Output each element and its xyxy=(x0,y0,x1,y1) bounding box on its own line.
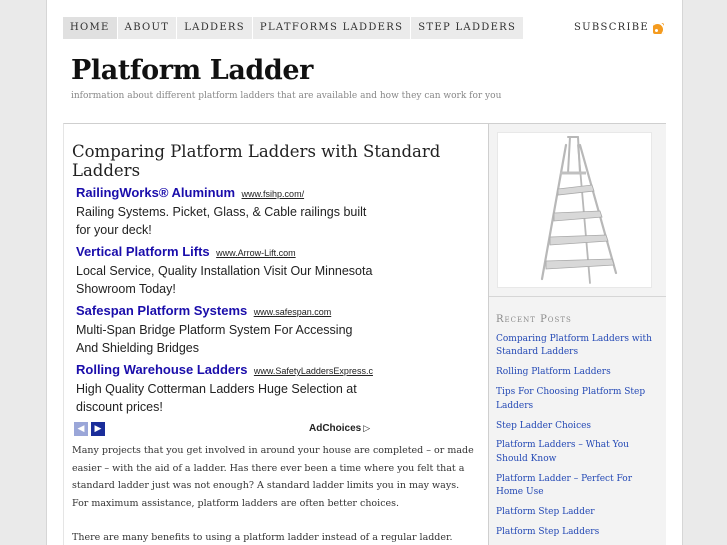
ad-url-link[interactable]: www.fsihp.com/ xyxy=(241,189,305,199)
adchoices-link[interactable] xyxy=(309,423,370,434)
recent-post-link[interactable]: Tips For Choosing Platform Step Ladders xyxy=(496,387,646,411)
ad-title-link[interactable]: Rolling Warehouse Ladders xyxy=(76,362,248,377)
recent-posts-list xyxy=(496,333,661,545)
recent-post-link[interactable]: Platform Ladders – What You Should Know xyxy=(496,440,629,464)
rss-icon[interactable] xyxy=(653,23,664,34)
ad-title-link[interactable]: RailingWorks® Aluminum xyxy=(76,185,236,200)
page-container xyxy=(46,0,683,545)
ladder-image-svg xyxy=(498,133,653,289)
adchoices-icon: ▷ xyxy=(363,423,371,433)
recent-post-link[interactable]: Platform Step Ladders xyxy=(496,526,600,537)
recent-post-link[interactable]: Comparing Platform Ladders with Standard Ladders xyxy=(496,334,652,358)
top-nav xyxy=(63,17,524,39)
sidebar-divider xyxy=(489,296,666,297)
ad-description: Railing Systems. Picket, Glass, & Cable railings built for your deck! xyxy=(76,205,367,237)
post-paragraph: There are many benefits to using a platform ladder instead of a regular ladder. xyxy=(72,532,453,543)
ad-url-link[interactable]: www.SafetyLaddersExpress.c xyxy=(253,366,373,376)
ladder-image xyxy=(497,132,652,288)
recent-post-link[interactable]: Platform Step Ladder xyxy=(496,507,595,518)
recent-post-link[interactable]: Platform Ladder – Perfect For Home Use xyxy=(496,473,633,498)
ad-item xyxy=(76,361,376,416)
ad-item xyxy=(76,243,376,298)
subscribe-label: SUBSCRIBE xyxy=(574,22,649,33)
ad-title-link[interactable]: Vertical Platform Lifts xyxy=(76,244,210,259)
recent-post-link[interactable]: Rolling Platform Ladders xyxy=(496,367,611,378)
ad-description: High Quality Cotterman Ladders Huge Selection at discount prices! xyxy=(76,382,357,414)
post-paragraph: Many projects that you get involved in around your house are completed – or made easier – with the aid of a ladder. Has there ever been a time where you felt that a standard ladder just was not enough? A standard ladder limits you in may ways. For maximum assistance, platform ladders are often better choices. xyxy=(72,445,474,509)
adchoices-label: AdChoices xyxy=(309,423,362,434)
sidebar xyxy=(489,123,666,545)
subscribe-link[interactable] xyxy=(574,17,664,39)
ad-url-link[interactable]: www.safespan.com xyxy=(253,307,332,317)
ad-description: Local Service, Quality Installation Visit Our Minnesota Showroom Today! xyxy=(76,264,373,296)
ad-url-link[interactable]: www.Arrow-Lift.com xyxy=(216,248,296,258)
chevron-right-icon[interactable]: ▶ xyxy=(91,422,105,436)
recent-post-link[interactable]: Step Ladder Choices xyxy=(496,420,592,431)
ad-description: Multi-Span Bridge Platform System For Accessing And Shielding Bridges xyxy=(76,323,353,355)
nav-item-ladders[interactable]: LADDERS xyxy=(177,17,253,39)
recent-posts-heading: Recent Posts xyxy=(496,314,572,325)
post-body xyxy=(72,442,477,545)
ad-block xyxy=(76,184,376,420)
site-title[interactable]: Platform Ladder xyxy=(71,55,313,86)
chevron-left-icon[interactable]: ◀ xyxy=(74,422,88,436)
nav-item-home[interactable]: HOME xyxy=(63,17,118,39)
nav-item-about[interactable]: ABOUT xyxy=(118,17,178,39)
ad-item xyxy=(76,302,376,357)
ad-item xyxy=(76,184,376,239)
site-tagline: information about different platform ladders that are available and how they can work for you xyxy=(71,91,502,101)
ad-pager xyxy=(74,422,105,436)
post-title[interactable]: Comparing Platform Ladders with Standard Ladders xyxy=(72,142,441,180)
nav-item-platforms-ladders[interactable]: PLATFORMS LADDERS xyxy=(253,17,411,39)
ad-title-link[interactable]: Safespan Platform Systems xyxy=(76,303,248,318)
nav-item-step-ladders[interactable]: STEP LADDERS xyxy=(411,17,524,39)
main-content xyxy=(63,123,489,545)
